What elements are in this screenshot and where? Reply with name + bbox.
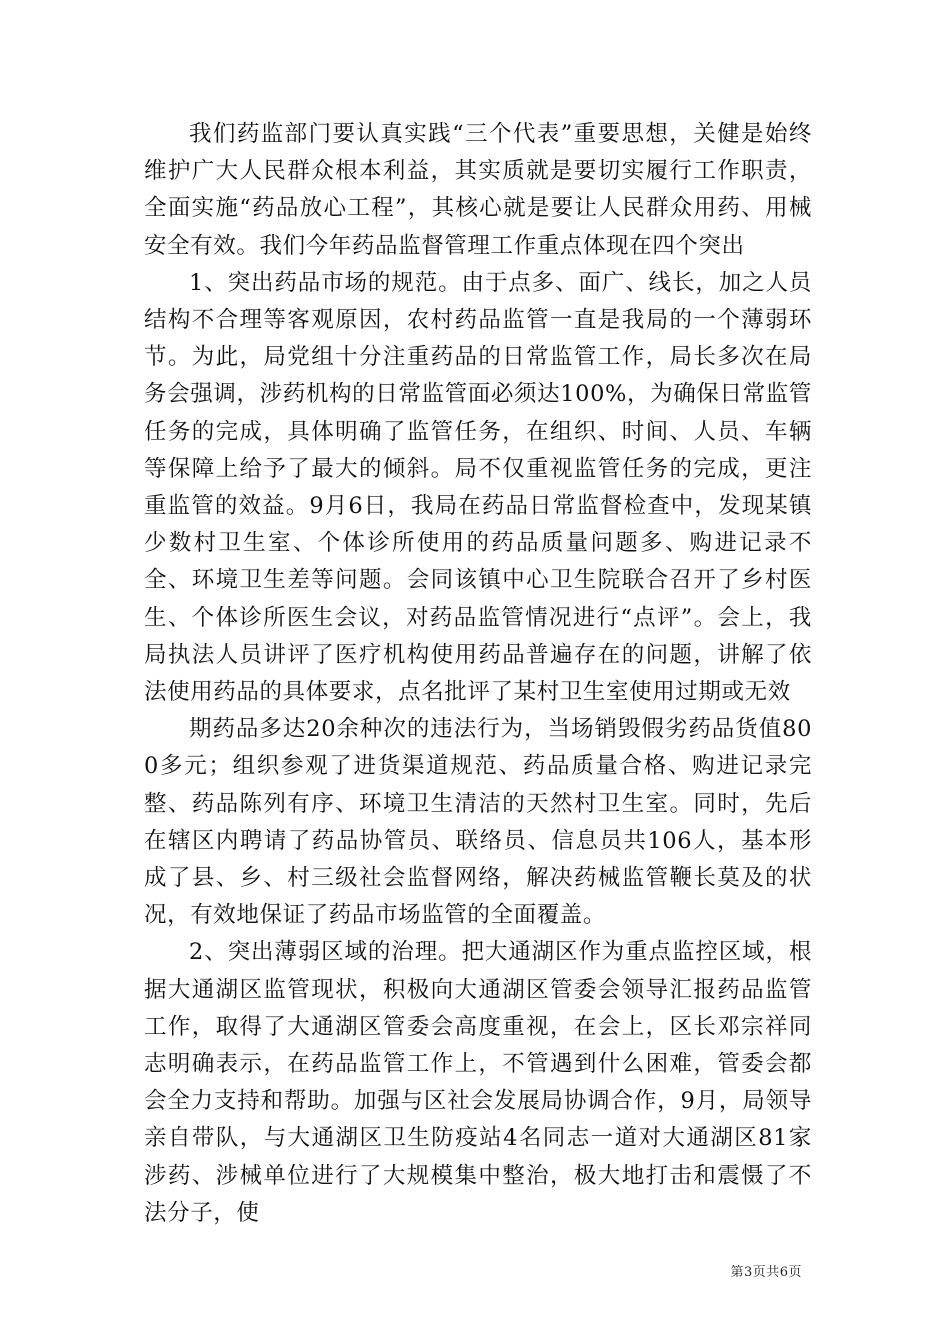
paragraph-weak-area-governance: 2、突出薄弱区域的治理。把大通湖区作为重点监控区域，根据大通湖区监管现状，积极向大通湖区管委会领导汇报药品监管工作，取得了大通湖区管委会高度重视，在会上，区长邓宗祥同志明确表示，在药品监管工作上，不管遇到什么困难，管委会都会全力支持和帮助。加强与区社会发展局协调合作，9月，局领导亲自带队，与大通湖区卫生防疫站4名同志一道对大通湖区81家涉药、涉械单位进行了大规模集中整治，极大地打击和震慑了不法分子，使: [144, 939, 812, 1226]
paragraph-market-regulation-continued: 期药品多达20余种次的违法行为，当场销毁假劣药品货值800多元；组织参观了进货渠道规范、药品质量合格、购进记录完整、药品陈列有序、环境卫生清洁的天然村卫生室。同时，先后在辖区内聘请了药品协管员、联络员、信息员共106人，基本形成了县、乡、村三级社会监督网络，解决药械监管鞭长莫及的状况，有效地保证了药品市场监管的全面覆盖。: [144, 716, 812, 929]
page-number-footer: 第3页共6页: [730, 1265, 802, 1280]
paragraph-market-regulation: 1、突出药品市场的规范。由于点多、面广、线长，加之人员结构不合理等客观原因，农村药品监管一直是我局的一个薄弱环节。为此，局党组十分注重药品的日常监管工作，局长多次在局务会强调，涉药机构的日常监管面必须达100%，为确保日常监管任务的完成，具体明确了监管任务，在组织、时间、人员、车辆等保障上给予了最大的倾斜。局不仅重视监管任务的完成，更注重监管的效益。9月6日，我局在药品日常监督检查中，发现某镇少数村卫生室、个体诊所使用的药品质量问题多、购进记录不全、环境卫生差等问题。会同该镇中心卫生院联合召开了乡村医生、个体诊所医生会议，对药品监管情况进行“点评”。会上，我局执法人员讲评了医疗机构使用药品普遍存在的问题，讲解了依法使用药品的具体要求，点名批评了某村卫生室使用过期或无效: [144, 269, 812, 706]
document-body: [144, 116, 812, 1232]
paragraph-intro: 我们药监部门要认真实践“三个代表”重要思想，关健是始终维护广大人民群众根本利益，其实质就是要切实履行工作职责，全面实施“药品放心工程”，其核心就是要让人民群众用药、用械安全有效。我们今年药品监督管理工作重点体现在四个突出: [144, 121, 812, 259]
